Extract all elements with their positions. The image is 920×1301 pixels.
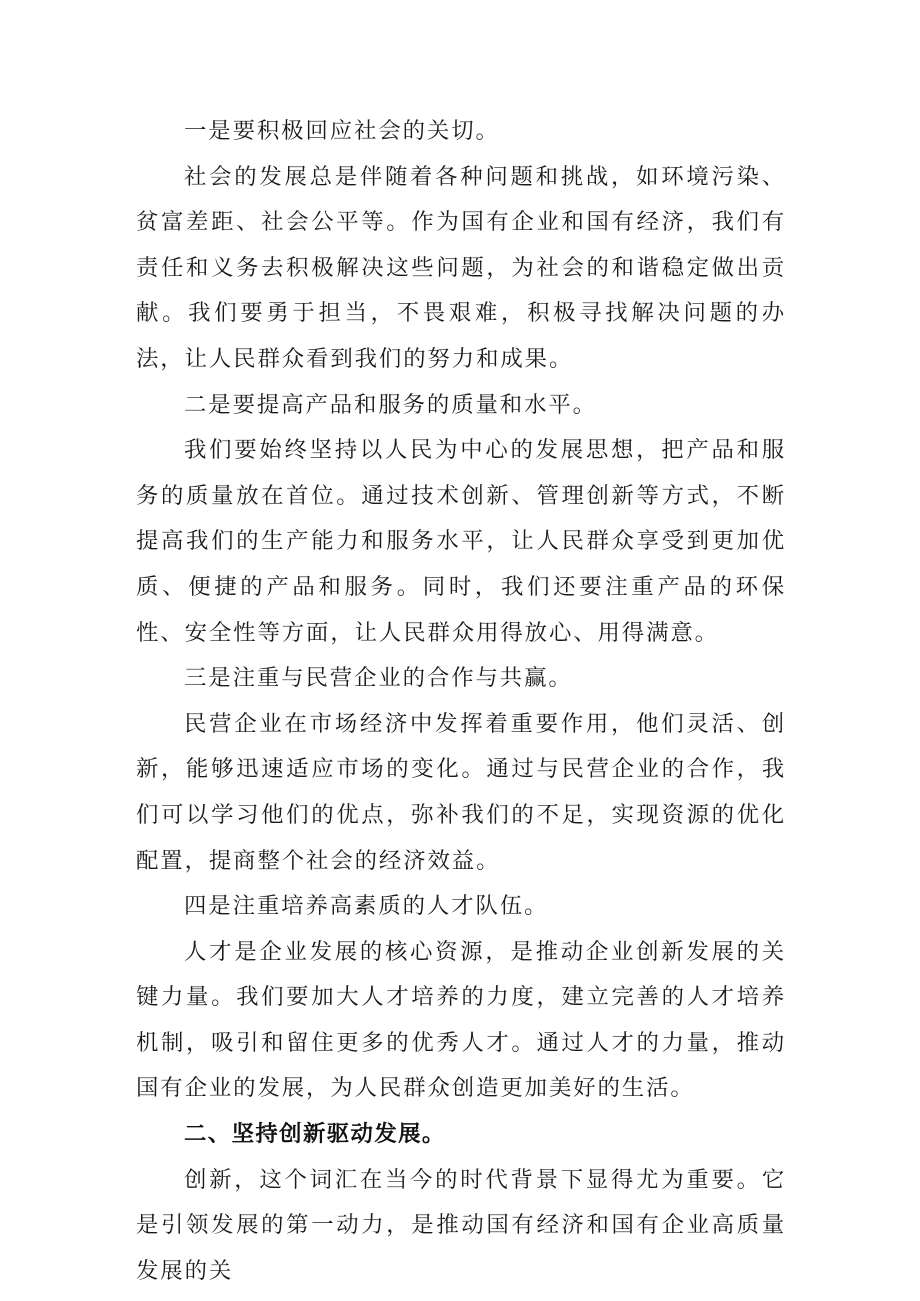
paragraph-point-four-heading: 四是注重培养高素质的人才队伍。 — [184, 893, 549, 920]
section-heading-innovation: 二、坚持创新驱动发展。 — [184, 1121, 446, 1148]
paragraph-point-two-heading: 二是要提高产品和服务的质量和水平。 — [184, 391, 597, 418]
paragraph-point-two-body: 我们要始终坚持以人民为中心的发展思想，把产品和服务的质量放在首位。通过技术创新、管理创新等方式，不断提高我们的生产能力和服务水平，让人民群众享受到更加优质、便捷的产品和服务。同时，我们还要注重产品的环保性、安全性等方面，让人民群众用得放心、用得满意。 — [136, 437, 786, 646]
paragraph-point-one-heading: 一是要积极回应社会的关切。 — [184, 118, 500, 144]
document-body — [136, 109, 786, 1294]
paragraph-point-three-heading: 三是注重与民营企业的合作与共赢。 — [184, 665, 573, 692]
paragraph-innovation-body: 创新，这个词汇在当今的时代背景下显得尤为重要。它是引领发展的第一动力，是推动国有经济和国有企业高质量发展的关 — [136, 1166, 786, 1284]
paragraph-point-three-body: 民营企业在市场经济中发挥着重要作用，他们灵活、创新，能够迅速适应市场的变化。通过与民营企业的合作，我们可以学习他们的优点，弥补我们的不足，实现资源的优化配置，提商整个社会的经济效益。 — [136, 710, 786, 874]
paragraph-point-one-body: 社会的发展总是伴随着各种问题和挑战，如环境污染、贫富差距、社会公平等。作为国有企业和国有经济，我们有责任和义务去积极解决这些问题，为社会的和谐稳定做出贡献。我们要勇于担当，不畏艰难，积极寻找解决问题的办法，让人民群众看到我们的努力和成果。 — [136, 163, 786, 372]
paragraph-point-four-body: 人才是企业发展的核心资源，是推动企业创新发展的关键力量。我们要加大人才培养的力度，建立完善的人才培养机制，吸引和留住更多的优秀人才。通过人才的力量，推动国有企业的发展，为人民群众创造更加美好的生活。 — [136, 938, 786, 1102]
